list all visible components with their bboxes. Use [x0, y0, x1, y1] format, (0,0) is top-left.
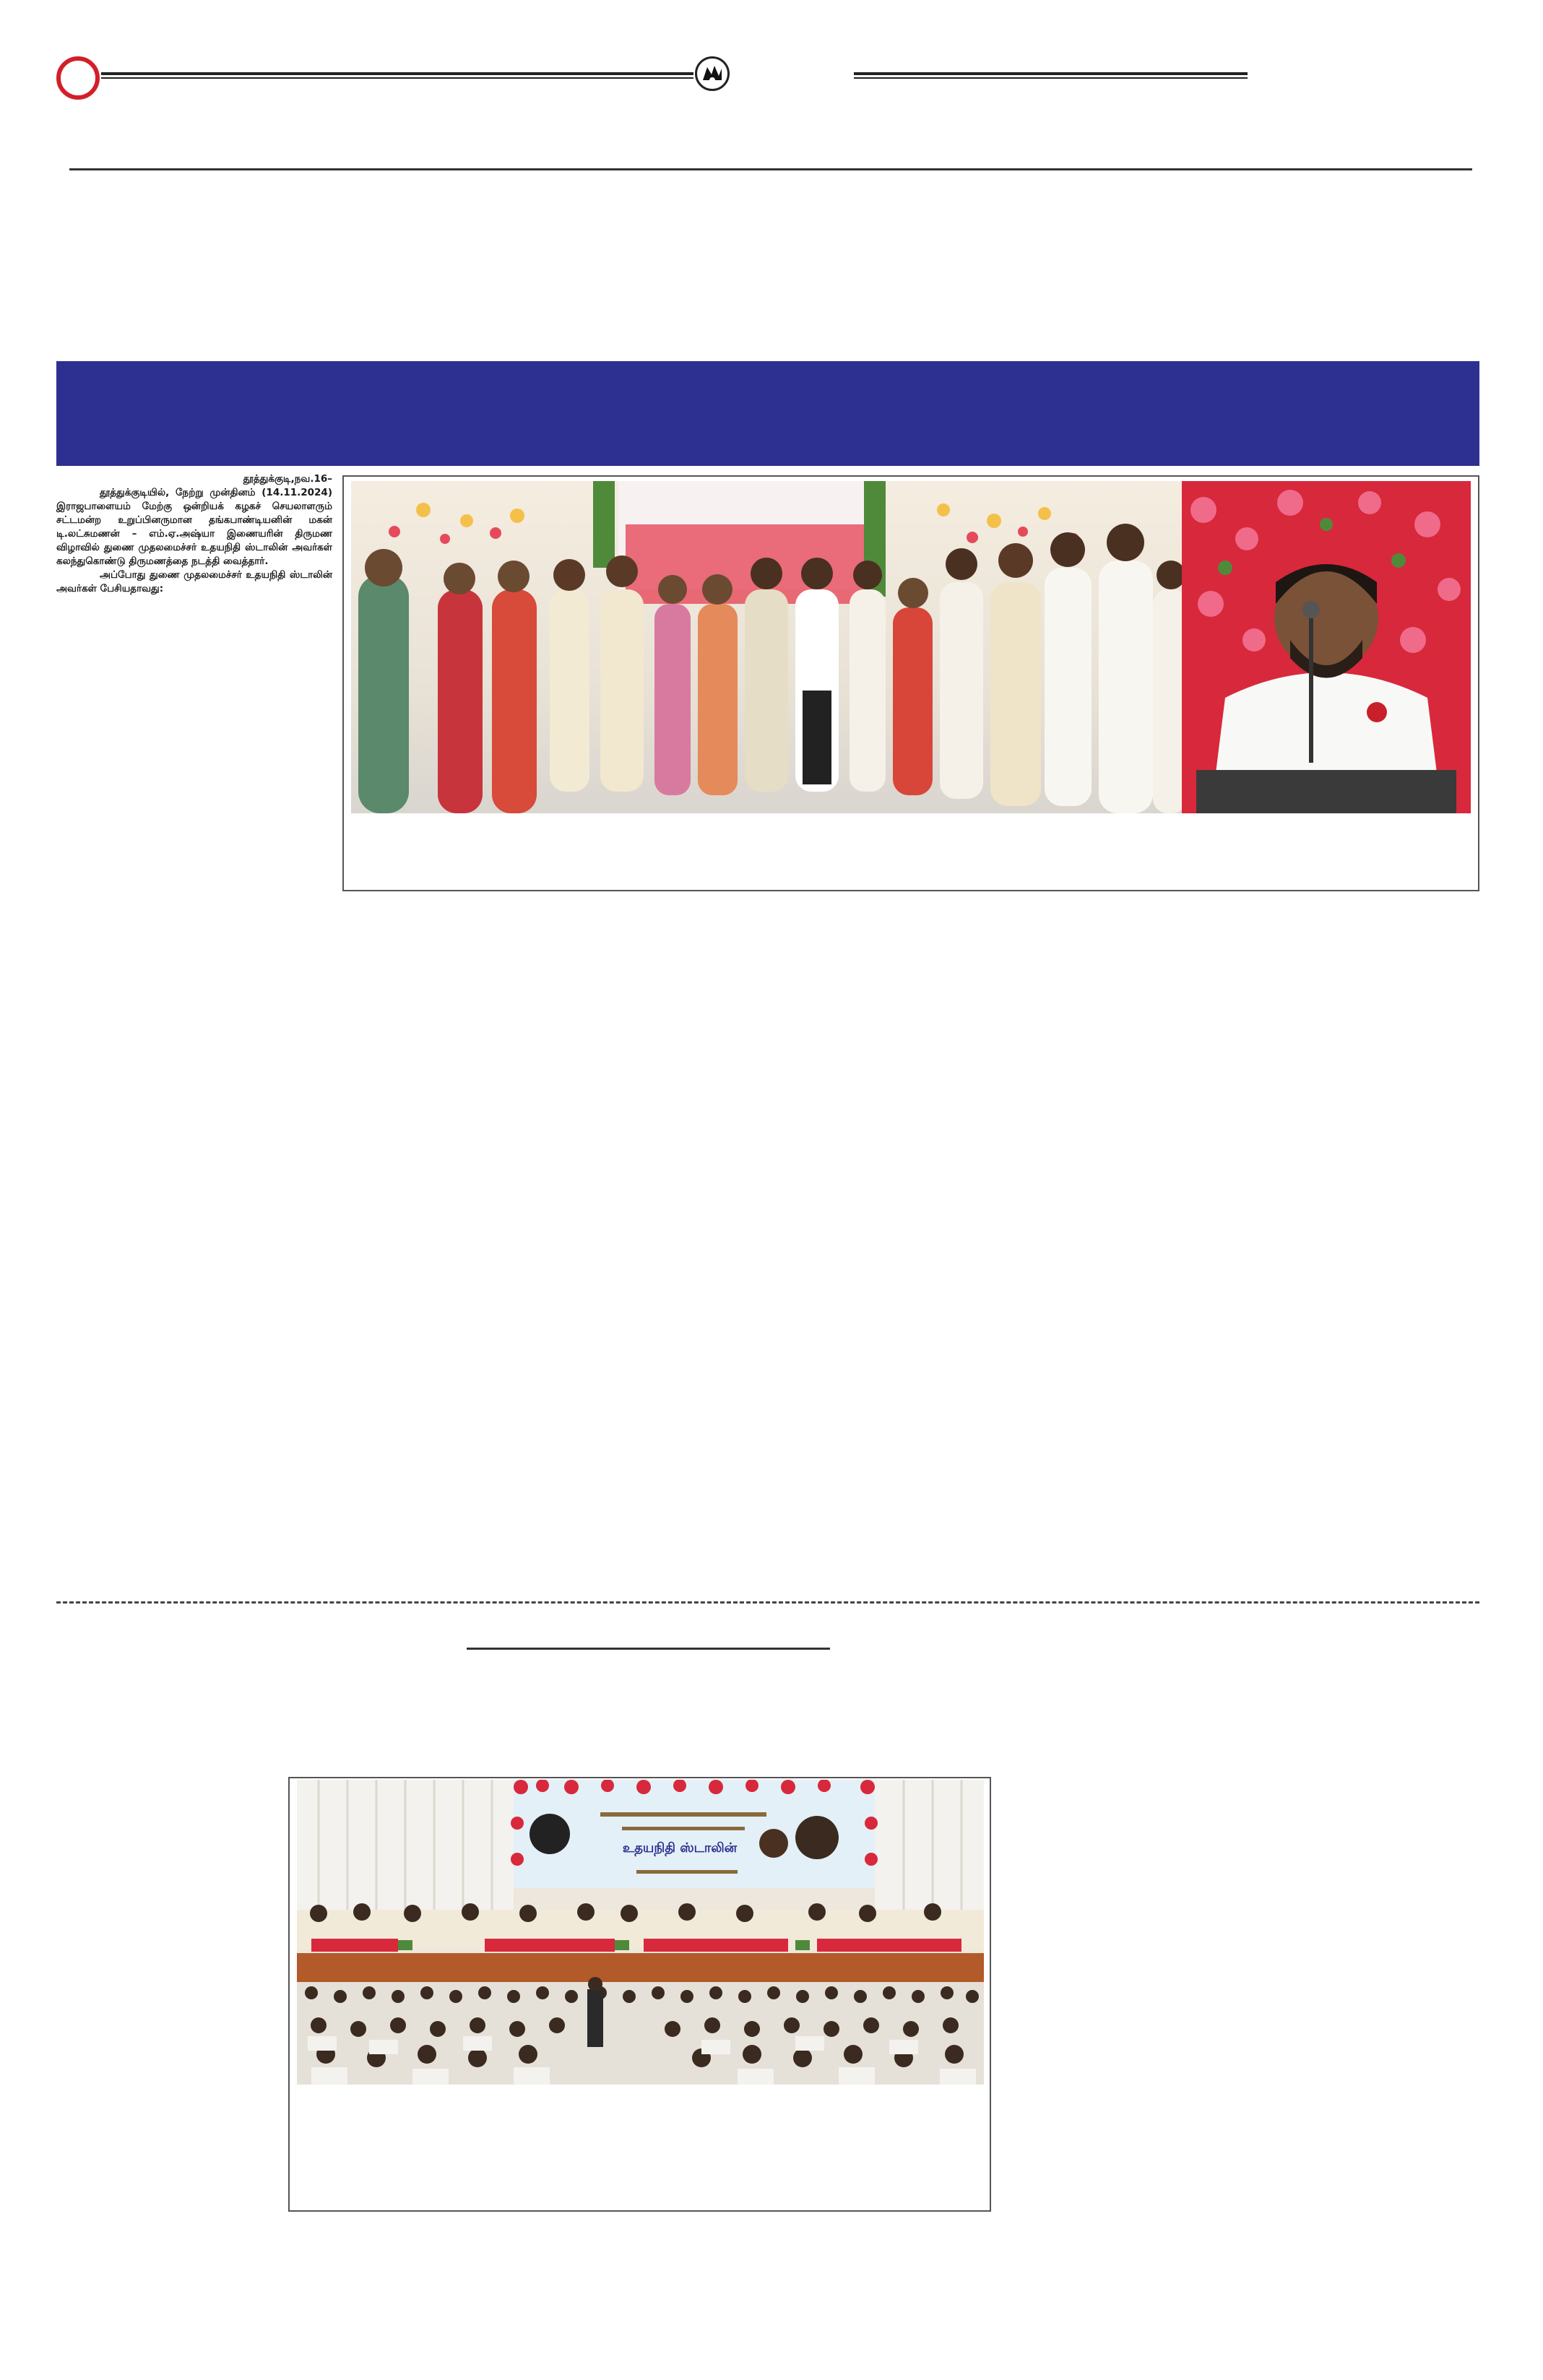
wedding-group-photo — [351, 481, 1187, 813]
header-divider — [69, 168, 1472, 170]
photo-frame-bottom — [288, 1777, 991, 2212]
rising-sun-emblem-icon — [695, 56, 730, 91]
headline-rule — [467, 1648, 830, 1650]
page-marker-icon — [56, 56, 100, 100]
speaker-photo — [1182, 481, 1471, 813]
article-dateline: தூத்துக்குடி,நவ.16– — [243, 473, 332, 485]
article-body — [56, 472, 332, 596]
header-rule-left — [101, 72, 693, 79]
section-divider — [56, 1601, 1479, 1604]
headline-banner — [56, 361, 1479, 466]
article-paragraph: அப்போது துணை முதலமைச்சர் உதயநிதி ஸ்டாலின் அவர்கள் பேசியதாவது: — [56, 569, 332, 594]
article-paragraph: தூத்துக்குடியில், நேற்று முன்தினம் (14.11.2024) இராஜபாளையம் மேற்கு ஒன்றியக் கழகச் செயலாளரும் சட்டமன்ற உறுப்பினருமான தங்கபாண்டியனின் மகன் டி.லட்சுமணன் – எம்.ஏ.அஷ்யா இணையரின் திருமண விழாவில் துணை முதலமைச்சர் உதயநிதி ஸ்டாலின் அவர்கள் கலந்துகொண்டு திருமணத்தை நடத்தி வைத்தார். — [56, 487, 332, 567]
meeting-hall-photo — [297, 1780, 984, 2085]
photo-frame-top — [342, 475, 1479, 891]
header-rule-right — [854, 72, 1248, 79]
meeting-banner-title: உதயநிதி ஸ்டாலின் — [622, 1840, 738, 1856]
